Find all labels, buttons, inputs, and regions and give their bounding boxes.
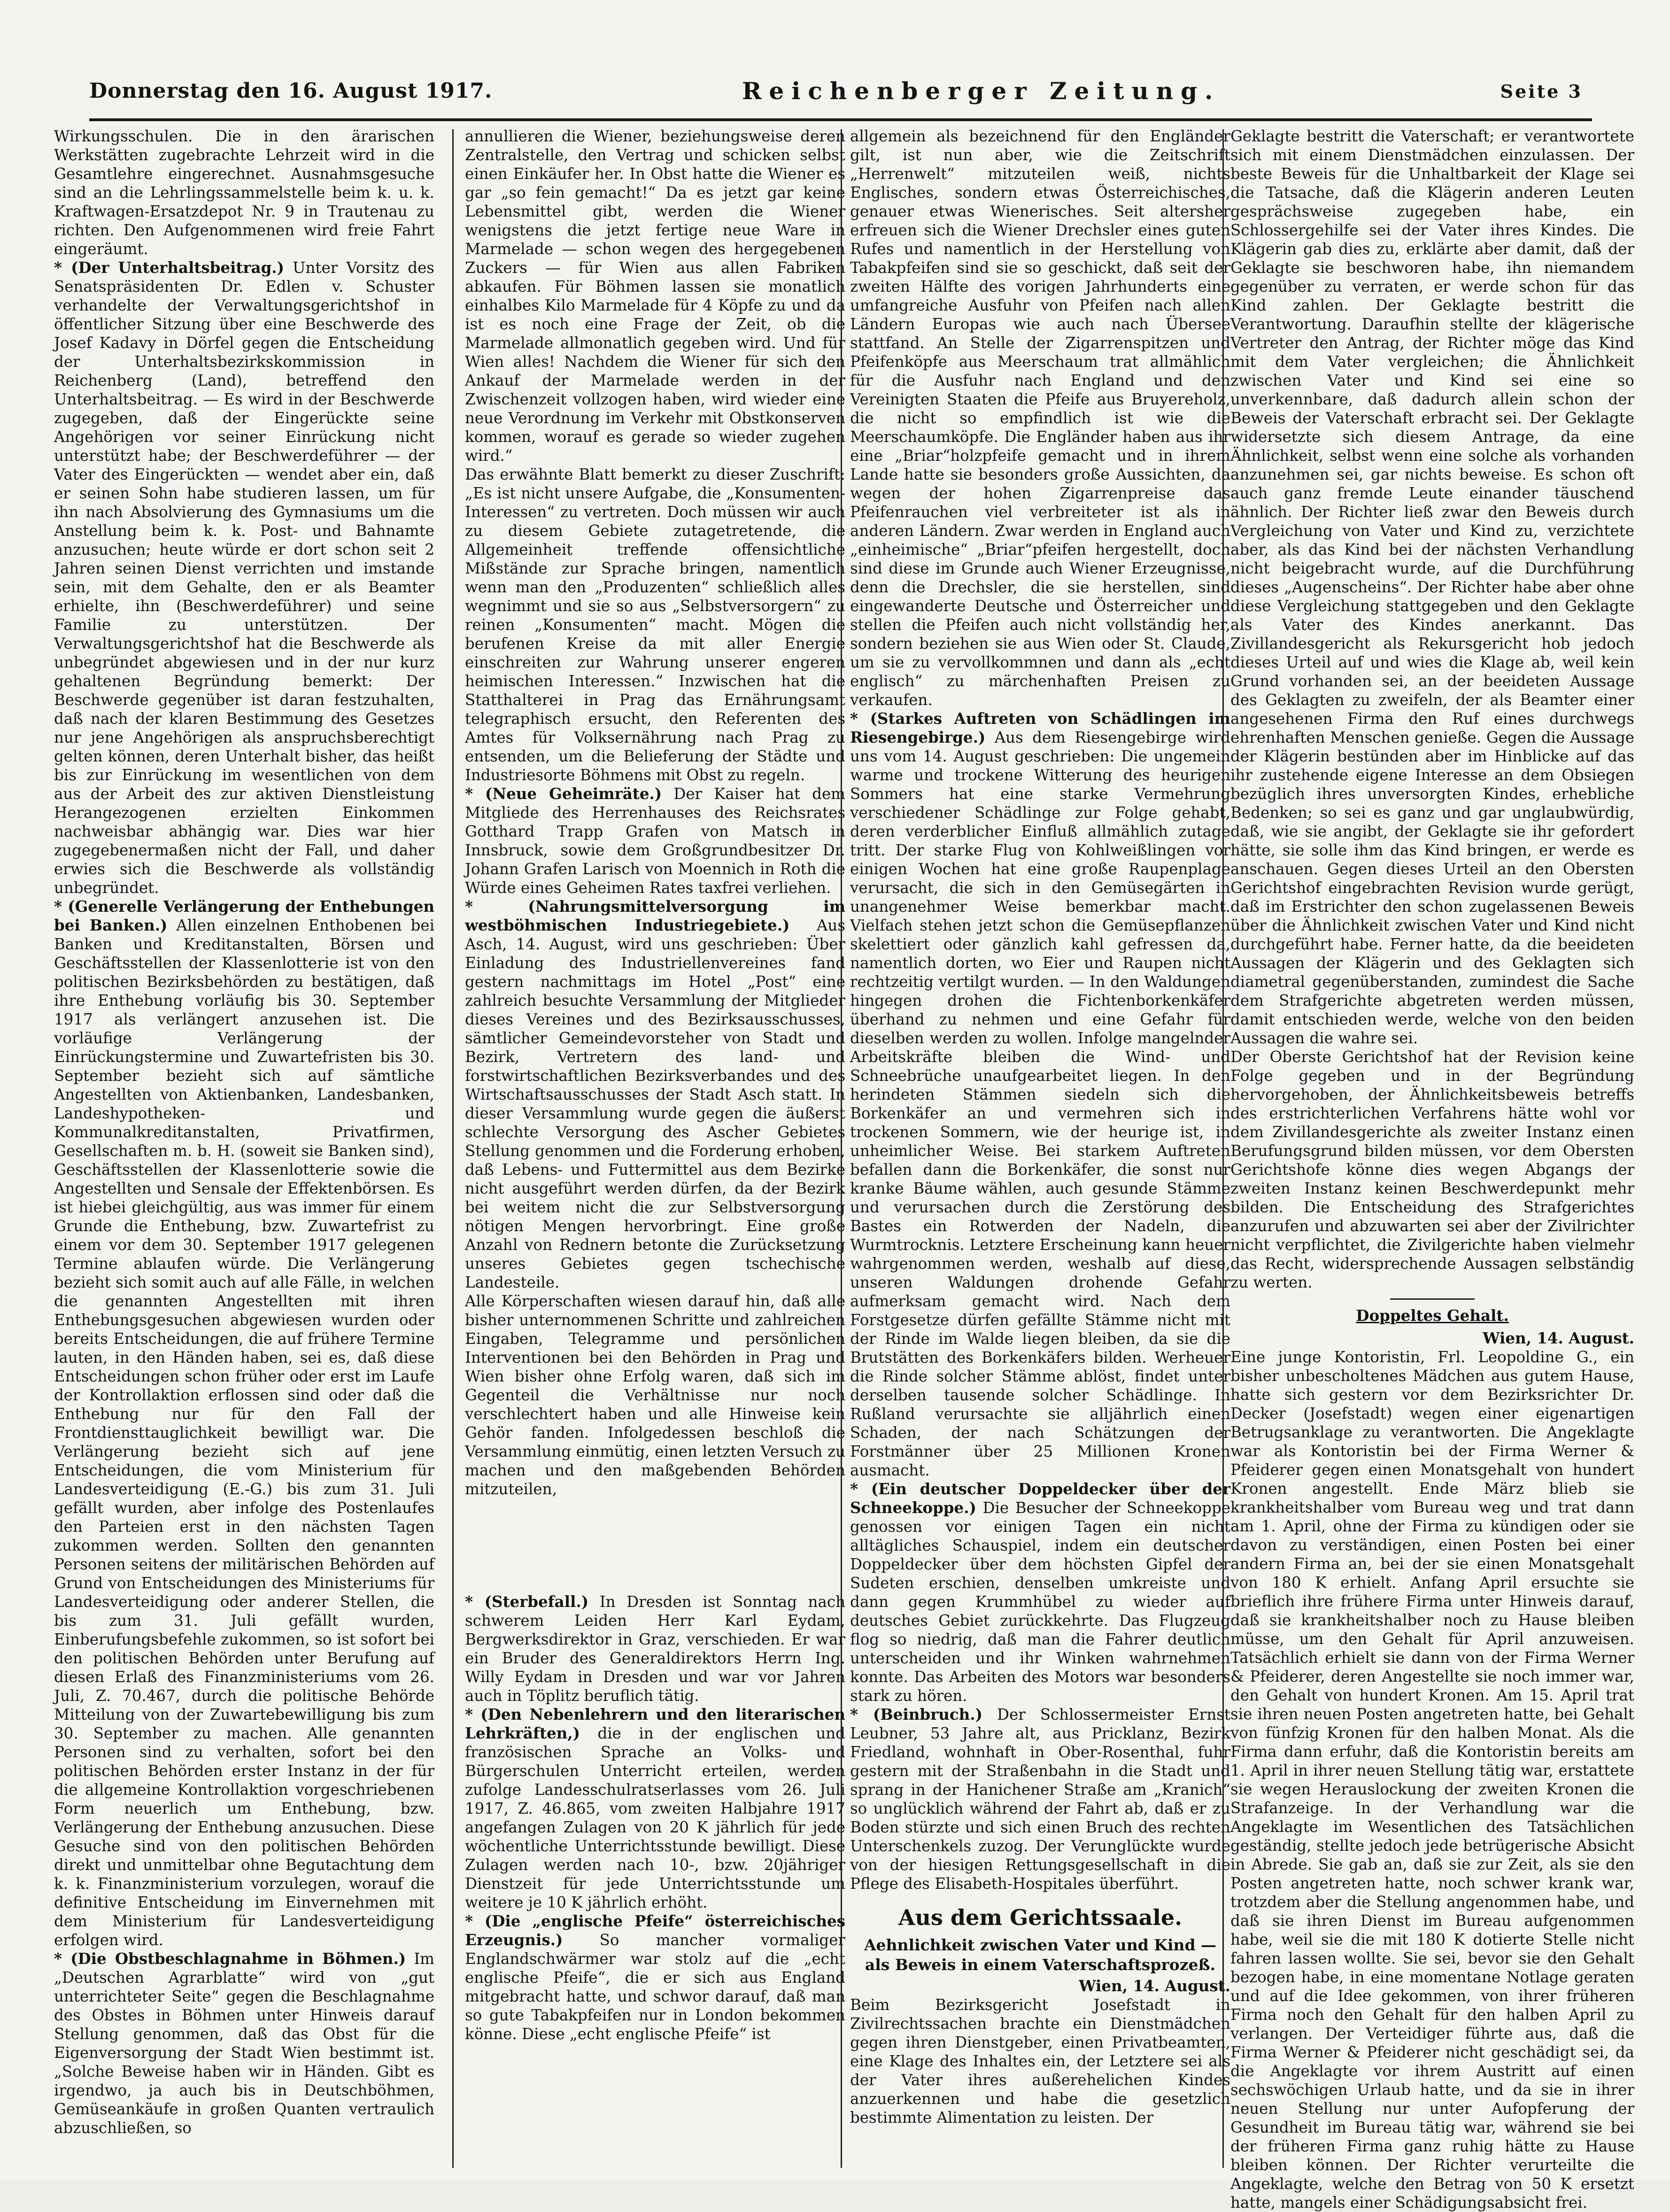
- article-heading: * (Neue Geheimräte.): [465, 784, 662, 803]
- article-englische-pfeife: [465, 1912, 845, 2043]
- page-header: [89, 70, 1583, 117]
- article-obstbeschlagnahme: [54, 1949, 434, 2137]
- article-heading: * (Ein deutscher Doppeldecker über der Schneekoppe.): [850, 1480, 1230, 1517]
- article-text: Alle Körperschaften wiesen darauf hin, daß alle bisher unternommenen Schritte und zahlreichen Eingaben, Telegramme und persönlichen Interventionen bei den Behörden in Prag und Wien bisher ohne Erfolg waren, daß sich im Gegenteil die Verhältnisse nur noch verschlechtert haben und alle Hinweise kein Gehör fanden. Infolgedessen beschloß die Versammlung einmütig, einen letzten Versuch zu machen und den maßgebenden Behörden mitzuteilen,: [465, 1292, 845, 1498]
- column-1: [54, 127, 434, 2165]
- article-heading: * (Die Obstbeschlagnahme in Böhmen.): [54, 1949, 406, 1968]
- separator-rule: [1390, 1298, 1475, 1300]
- article-body: Allen einzelnen Enthobenen bei Banken und Kreditanstalten, Börsen und Geschäftsstellen der Klassenlotterie ist von den politischen Bezirksbehörden zu bestätigen, daß ihre Enthebung vorläufig bis 30. September 1917 als verlängert anzusehen ist. Die vorläufige Verlängerung der Einrückungstermine und Zuwartefristen bis 30. September bezieht sich auf sämtliche Angestellten von Aktienbanken, Landesbanken, Landeshypotheken- und Kommunalkreditanstalten, Privatfirmen, Gesellschaften m. b. H. (soweit sie Banken sind), Geschäftsstellen der Klassenlotterie sowie die Angestellten und Sensale der Effektenbörsen. Es ist hiebei gleichgültig, aus was immer für einem Grunde die Enthebung, bzw. Zuwartefrist zu einem vor dem 30. September 1917 gelegenen Termine ablaufen würde. Die Verlängerung bezieht sich somit auch auf alle Fälle, in welchen die genannten Angestellten mit ihren Enthebungsgesuchen abgewiesen wurden oder bereits Entscheidungen, die auf frühere Termine lauten, in den Händen haben, sei es, daß diese Entscheidungen schon früher oder erst im Laufe der Kontrollaktion erflossen sind oder daß die Enthebung nur für den Fall der Frontdiensttauglichkeit bewilligt war. Die Verlängerung bezieht sich auf jene Entscheidungen, die vom Ministerium für Landesverteidigung (E.-G.) bis zum 31. Juli gefällt wurden, aber infolge des Postenlaufes den Parteien erst in den nächsten Tagen zukommen werden. Sollten den genannten Personen seitens der militärischen Behörden auf Grund von Entscheidungen des Ministeriums für Landesverteidigung oder anderer Stellen, die bis zum 31. Juli gefällt wurden, Einberufungsbefehle zukommen, so ist sofort bei den politischen Behörden unter Berufung auf diesen Erlaß des Finanzministeriums vom 26. Juli, Z. 70.467, durch die politische Behörde Mitteilung von der Zuwartebewilligung bis zum 30. September zu machen. Alle genannten Personen sind zu verhalten, sofort bei den politischen Behörden erster Instanz in der für die allgemeine Kontrollaktion vorgeschriebenen Form neuerlich um Enthebung, bzw. Verlängerung der Enthebung anzusuchen. Diese Gesuche sind von den politischen Behörden direkt und unmittelbar ohne Begutachtung dem k. k. Finanzministerium vorzulegen, worauf die definitive Entscheidung im Einvernehmen mit dem Ministerium für Landesverteidigung erfolgen wird.: [54, 916, 434, 1949]
- blank-space: [465, 1498, 845, 1592]
- dateline: Wien, 14. August.: [1483, 1329, 1634, 1347]
- article-text: Geklagte bestritt die Vaterschaft; er verantwortete sich mit einem Dienstmädchen einzulassen. Der beste Beweis für die Unhaltbarkeit der Klage sei die Tatsache, daß die Klägerin anderen Leuten gesprächsweise zugegeben habe, ein Schlossergehilfe sei der Vater ihres Kindes. Die Klägerin gab dies zu, erklärte aber damit, daß der Geklagte sie beschworen habe, ihn niemandem gegenüber zu verraten, er werde schon für das Kind zahlen. Der Geklagte bestritt die Verantwortung. Daraufhin stellte der klägerische Vertreter den Antrag, der Richter möge das Kind mit dem Vater vergleichen; die Ähnlichkeit zwischen Vater und Kind sei eine so unverkennbare, daß dadurch allein schon der Beweis der Vaterschaft erbracht sei. Der Geklagte widersetzte sich diesem Antrage, da eine Ähnlichkeit, selbst wenn eine solche als vorhanden anzunehmen sei, gar nichts beweise. Es schon oft auch ganz fremde Leute einander täuschend ähnlich. Der Richter ließ zwar den Beweis durch Vergleichung von Vater und Kind zu, verzichtete aber, als das Kind bei der nächsten Verhandlung nicht beigebracht wurde, auf die Durchführung dieses „Augenscheins“. Der Richter habe aber ohne diese Vergleichung stattgegeben und den Geklagte als Vater des Kindes anerkannt. Das Zivillandesgericht als Rekursgericht hob jedoch dieses Urteil auf und wies die Klage ab, weil kein Grund vorhanden sei, an der beeideten Aussage des Geklagten zu zweifeln, der als Beamter einer angesehenen Firma den Ruf eines durchwegs ehrenhaften Menschen genieße. Gegen die Aussage der Klägerin bestünden aber im Hinblicke auf das ihr zustehende eigene Interesse an dem Obsiegen bezüglich ihres unversorgten Kindes, erhebliche Bedenken; so sei es ganz und gar unglaubwürdig, daß, wie sie angibt, der Geklagte sie ihr gefordert hätte, sie solle ihm das Kind bringen, er werde es anschauen. Gegen dieses Urteil an den Obersten Gerichtshof eingebrachten Revision wurde gerügt, daß im Erstrichter den schon zugelassenen Beweis über die Ähnlichkeit zwischen Vater und Kind nicht durchgeführt habe. Ferner hatte, da die beeideten Aussagen der Klägerin und des Geklagten sich diametral gegenüberstanden, zumindest die Sache dem Strafgerichte abgetreten werden müssen, damit entschieden werde, welche von den beiden Aussagen die wahre sei.: [1230, 127, 1634, 1047]
- article-text: Der Oberste Gerichtshof hat der Revision keine Folge gegeben und in der Begründung hervorgehoben, der Ähnlichkeitsbeweis betreffs des erstrichterlichen Verfahrens hätte wohl vor dem Zivillandesgerichte als zweiter Instanz einen Berufungsgrund bilden müssen, vor dem Obersten Gerichtshofe könne dies wegen Abgangs der zweiten Instanz keinen Beschwerdepunkt mehr bilden. Die Entscheidung des Strafgerichtes anzurufen und abzuwarten sei aber der Zivilrichter nicht verpflichtet, die Zivilgerichte haben vielmehr das Recht, widersprechende Aussagen selbständig zu werten.: [1230, 1048, 1634, 1291]
- article-heading: * (Beinbruch.): [850, 1705, 982, 1723]
- article-heading: * (Generelle Verlängerung der Enthebungen bei Banken.): [54, 897, 434, 934]
- article-body: Die Besucher der Schneekoppe genossen vor einigen Tagen ein nicht alltägliches Schauspiel, indem ein deutscher Doppeldecker über dem höchsten Gipfel der Sudeten erschien, denselben umkreiste und dann gegen Krummhübel zu wieder auf deutsches Gebiet zurückkehrte. Das Flugzeug flog so niedrig, daß man die Fahrer deutlich unterscheiden und ihr Winken wahrnehmen konnte. Das Arbeiten des Motors war besonders stark zu hören.: [850, 1499, 1230, 1705]
- article-heading: * (Sterbefall.): [465, 1592, 589, 1611]
- article-text: Beim Bezirksgericht Josefstadt in Zivilrechtssachen brachte ein Dienstmädchen gegen ihren Dienstgeber, einen Privatbeamten, eine Klage des Inhaltes ein, der Letztere sei als der Vater ihres außerehelichen Kindes anzuerkennen und habe die gesetzlich bestimmte Alimentation zu leisten. Der: [850, 1996, 1230, 2127]
- column-divider: [452, 129, 454, 2168]
- article-text: Eine junge Kontoristin, Frl. Leopoldine G., ein bisher unbescholtenes Mädchen aus gutem Hause, hatte sich gestern vor dem Bezirksrichter Dr. Decker (Josefstadt) wegen einer eigenartigen Betrugsanklage zu verantworten. Die Angeklagte war als Kontoristin bei der Firma Werner & Pfeiderer gegen einen Monatsgehalt von hundert Kronen angestellt. Ende März blieb sie krankheitshalber vom Bureau weg und trat dann am 1. April, ohne der Firma zu kündigen oder sie davon zu verständigen, einen Posten bei einer andern Firma an, bei der sie einen Monatsgehalt von 180 K erhielt. Anfang April ersuchte sie brieflich ihre frühere Firma unter Hinweis darauf, daß sie krankheitshalber noch zu Hause bleiben müsse, um den Gehalt für April anzuweisen. Tatsächlich erhielt sie dann von der Firma Werner & Pfeiderer, deren Angestellte sie noch immer war, den Gehalt von hundert Kronen. Am 15. April trat sie ihren neuen Posten angetreten hatte, bei Gehalt von fünfzig Kronen für den halben Monat. Als die Firma dann erfuhr, daß die Kontoristin bereits am 1. April in ihrer neuen Stellung tätig war, erstattete sie wegen Herauslockung der zweiten Kronen die Strafanzeige. In der Verhandlung war die Angeklagte im Wesentlichen des Tatsächlichen geständig, stellte jedoch jede betrügerische Absicht in Abrede. Sie gab an, daß sie zur Zeit, als sie den Posten angetreten hatte, noch schwer krank war, trotzdem aber die Stellung angenommen habe, und daß sie ihren Dienst im Bureau aufgenommen habe, weil sie die mit 180 K dotierte Stelle nicht fahren lassen wollte. Sie sei, bevor sie den Gehalt bezogen habe, in eine momentane Notlage geraten und auf die Idee gekommen, von ihrer früheren Firma noch den Gehalt für den halben April zu verlangen. Der Verteidiger führte aus, daß die Firma Werner & Pfeiderer nicht geschädigt sei, da die Angeklagte vor ihrem Austritt auf einen sechswöchigen Urlaub hatte, und da sie in ihrer neuen Stellung nur unter Aufopferung der Gesundheit im Bureau tätig war, während sie bei der früheren Firma ganz ruhig hätte zu Hause bleiben können. Der Richter verurteilte die Angeklagte, welche den Betrag von 50 K ersetzt hatte, mangels einer Schädigungsabsicht frei.: [1230, 1348, 1634, 2212]
- article-nebenlehrer: [465, 1705, 845, 1912]
- section-title: Aus dem Gerichtssaale.: [898, 1905, 1183, 1930]
- article-nahrungsmittel: [465, 897, 845, 1292]
- column-2: [465, 127, 845, 2165]
- article-body: So mancher vormaliger Englandschwärmer war stolz auf die „echt englische Pfeife“, die er sich aus England mitgebracht hatte, und schwor darauf, daß man so gute Tabakpfeifen nur in London bekommen könne. Diese „echt englische Pfeife“ ist: [465, 1931, 845, 2043]
- article-body: die in der englischen und französischen Sprache an Volks- und Bürgerschulen Unterricht erteilen, werden zufolge Landesschulratserlasses vom 26. Juli 1917, Z. 46.865, vom zweiten Halbjahre 1917 angefangen Zulagen von 20 K jährlich für jede wöchentliche Unterrichtsstunde bewilligt. Diese Zulagen werden nach 10-, bzw. 20jähriger Dienstzeit für jede Unterrichtsstunde um weitere je 10 K jährlich erhöht.: [465, 1724, 845, 1911]
- article-text: annullieren die Wiener, beziehungsweise deren Zentralstelle, den Vertrag und schicken selbst einen Einkäufer her. In Obst hatte die Wiener es gar „so fein gemacht!“ Da es jetzt gar keine Lebensmittel gibt, werden die Wiener wenigstens die jetzt fertige neue Ware in Marmelade — schon wegen des hergegebenen Zuckers — für Wien aus allen Fabriken abkaufen. Für Böhmen lassen sie monatlich einhalbes Kilo Marmelade für 4 Köpfe zu und da ist es noch eine Frage der Zeit, ob die Marmelade allmonatlich gegeben wird. Und für Wien alles! Nachdem die Wiener für sich den Ankauf der Marmelade werden in der Zwischenzeit vollzogen haben, wird wieder eine neue Verordnung im Verkehr mit Obstkonserven kommen, worauf es gerade so wieder zugehen wird.“: [465, 127, 845, 465]
- article-enthebungen: [54, 897, 434, 1949]
- article-sterbefall: [465, 1592, 845, 1705]
- article-heading: * (Den Nebenlehrern und den literarischen Lehrkräften,): [465, 1705, 845, 1742]
- article-body: Im „Deutschen Agrarblatte“ wird von „gut unterrichteter Seite“ gegen die Beschlagnahme des Obstes in Böhmen unter Hinweis darauf Stellung genommen, daß das Obst für die Eigenversorgung der Stadt Wien bestimmt ist. „Solche Beweise haben wir in Händen. Gibt es irgendwo, ja auch bis in Deutschböhmen, Gemüseankäufe in großen Quanten vertraulich abzuschließen, so: [54, 1950, 434, 2137]
- page-number: Seite 3: [1500, 81, 1583, 102]
- article-title: Doppeltes Gehalt.: [1356, 1306, 1509, 1325]
- article-heading: * (Nahrungsmittelversorgung im westböhmischen Industriegebiete.): [465, 897, 845, 934]
- article-body: Unter Vorsitz des Senatspräsidenten Dr. Edlen v. Schuster verhandelte der Verwaltungsgerichtshof in öffentlicher Sitzung über eine Beschwerde des Josef Kadavy in Dörfel gegen die Entscheidung der Unterhaltsbezirkskommission in Reichenberg (Land), betreffend den Unterhaltsbeitrag. — Es wird in der Beschwerde zugegeben, daß der Eingerückte seine Angehörigen vor seiner Einrückung nicht unterstützt habe; der Beschwerdeführer — der Vater des Eingerückten — wendet aber ein, daß er seinen Sohn habe studieren lassen, um für ihn nach Absolvierung des Gymnasiums um die Anstellung beim k. k. Post- und Bahnamte anzusuchen; heute würde er dort schon seit 2 Jahren seinen Dienst verrichten und imstande sein, mit dem Gehalte, den er als Beamter erhielte, ihn (Beschwerdeführer) und seine Familie zu unterstützen. Der Verwaltungsgerichtshof hat die Beschwerde als unbegründet abgewiesen und in der nur kurz gehaltenen Begründung bemerkt: Der Beschwerde gegenüber ist daran festzuhalten, daß nach der klaren Bestimmung des Gesetzes nur jene Angehörigen als anspruchsberechtigt gelten können, deren Unterhalt bisher, das heißt bis zur Einrückung im wesentlichen von dem aus der Arbeit des zur aktiven Dienstleistung Herangezogenen erzielten Einkommen nachweisbar abhängig war. Dies war hier zugegebenermaßen nicht der Fall, und daher erwies sich die Beschwerde als vollständig unbegründet.: [54, 259, 434, 897]
- article-text: allgemein als bezeichnend für den Engländer gilt, ist nun aber, wie die Zeitschrift „Herrenwelt“ mitzuteilen weiß, nichts Englisches, sondern etwas Österreichisches, genauer etwas Wienerisches. Seit altersher erfreuen sich die Wiener Drechsler eines guten Rufes und namentlich in der Herstellung von Tabakpfeifen sind sie so geschickt, daß seit der zweiten Hälfte des vorigen Jahrhunderts eine umfangreiche Ausfuhr von Pfeifen nach allen Ländern Europas wie auch nach Übersee stattfand. An Stelle der Zigarrenspitzen und Pfeifenköpfe aus Meerschaum trat allmählich für die Ausfuhr nach England und den Vereinigten Staaten die Pfeife aus Bruyereholz, die nicht so empfindlich ist wie die Meerschaumköpfe. Die Engländer haben aus ihr eine „Briar“holzpfeife gemacht und in ihrem Lande hatte sie besonders große Aussichten, da wegen der hohen Zigarrenpreise das Pfeifenrauchen viel verbreiteter ist als in anderen Ländern. Zwar werden in England auch „einheimische“ „Briar“pfeifen hergestellt, doch sind diese im Grunde auch Wiener Erzeugnisse, denn die Drechsler, die sie herstellen, sind eingewanderte Deutsche und Österreicher und stellen die Pfeifen auch nicht vollständig her, sondern beziehen sie aus Wien oder St. Claude, um sie zu vervollkommnen und dann als „echt englisch“ zu märchenhaften Preisen zu verkaufen.: [850, 127, 1230, 709]
- article-text: Wirkungsschulen. Die in den ärarischen Werkstätten zugebrachte Lehrzeit wird in die Gesamtlehre eingerechnet. Ausnahmsgesuche sind an die Lehrlingssammelstelle beim k. u. k. Kraftwagen-Ersatzdepot Nr. 9 in Trautenau zu richten. Den Aufgenommenen wird freie Fahrt eingeräumt.: [54, 127, 434, 258]
- article-text: Das erwähnte Blatt bemerkt zu dieser Zuschrift: „Es ist nicht unsere Aufgabe, die „Konsumenten-Interessen“ zu vertreten. Doch müssen wir auch zu diesem Gebiete zutagetretende, die Allgemeinheit treffende offensichtliche Mißstände zur Sprache bringen, namentlich wenn man den „Produzenten“ schließlich alles wegnimmt und sie so aus „Selbstversorgern“ zu reinen „Konsumenten“ macht. Mögen die berufenen Kreise da mit aller Energie einschreiten zur Wahrung unserer engeren heimischen Interessen.“ Inzwischen hat die Statthalterei in Prag das Ernährungsamt telegraphisch ersucht, den Referenten des Amtes für Volksernährung nach Prag zu entsenden, um die Belieferung der Städte und Industriesorte Böhmens mit Obst zu regeln.: [465, 466, 845, 784]
- column-4: [1230, 127, 1634, 2212]
- article-doppeldecker: [850, 1480, 1230, 1705]
- article-schaedlinge: [850, 709, 1230, 1480]
- article-body: In Dresden ist Sonntag nach schwerem Leiden Herr Karl Eydam, Bergwerksdirektor in Graz, verschieden. Er war ein Bruder des Generaldirektors Herrn Ing. Willy Eydam in Dresden und war vor Jahren auch in Töplitz beruflich tätig.: [465, 1593, 845, 1705]
- article-geheimraete: [465, 784, 845, 897]
- article-heading: * (Starkes Auftreten von Schädlingen im Riesengebirge.): [850, 709, 1230, 746]
- column-3: [850, 127, 1230, 2165]
- article-heading: * (Der Unterhaltsbeitrag.): [54, 258, 284, 277]
- header-rule: [89, 118, 1592, 121]
- article-body: Der Schlossermeister Ernst Leubner, 53 Jahre alt, aus Pricklanz, Bezirk Friedland, wohnhaft in Ober-Rosenthal, fuhr gestern mit der Straßenbahn in die Stadt und sprang in der Hanichener Straße am „Kranich“ so unglücklich während der Fahrt ab, daß er zu Boden stürzte und sich einen Bruch des rechten Unterschenkels zuzog. Der Verunglückte wurde von der hiesigen Rettungsgesellschaft in die Pflege des Elisabeth-Hospitales überführt.: [850, 1706, 1230, 1893]
- article-body: Aus dem Riesengebirge wird uns vom 14. August geschrieben: Die ungemein warme und trockene Witterung des heurigen Sommers hat eine starke Vermehrung verschiedener Schädlinge zur Folge gehabt, deren verderblicher Einfluß allmählich zutage tritt. Der starke Flug von Kohlweißlingen vor einigen Wochen hat eine große Raupenplage verursacht, die sich in den Gemüsegärten in unangenehmer Weise bemerkbar macht. Vielfach stehen jetzt schon die Gemüsepflanzen skelettiert oder gänzlich kahl gefressen da, namentlich dorten, wo Eier und Raupen nicht rechtzeitig vertilgt wurden. — In den Waldungen hingegen drohen die Fichtenborkenkäfer überhand zu nehmen und eine Gefahr für dieselben werden zu wollen. Infolge mangelnder Arbeitskräfte bleiben die Wind- und Schneebrüche unaufgearbeitet liegen. In den herindeten Stämmen siedeln sich die Borkenkäfer an und vermehren sich in trockenen Sommern, wie der heurige ist, in unheimlicher Weise. Bei starkem Auftreten befallen dann die Borkenkäfer, die sonst nur kranke Bäume wählen, auch gesunde Stämme und verursachen durch die Zerstörung des Bastes ein Rotwerden der Nadeln, die Wurmtrocknis. Letztere Erscheinung kann heuer wahrgenommen werden, weshalb auf diese, unseren Waldungen drohende Gefahr aufmerksam gemacht wird. Nach dem Forstgesetze dürfen gefällte Stämme nicht mit der Rinde im Walde liegen bleiben, da sie die Brutstätten des Borkenkäfers bilden. Werheuer die Rinde solcher Stämme ablöst, findet unter derselben tausende solcher Schädlinge. In Rußland verursachte sie alljährlich einen Schaden, der nach Schätzungen der Forstmänner über 25 Millionen Kronen ausmacht.: [850, 729, 1230, 1479]
- masthead-title: Reichenberger Zeitung.: [742, 77, 1221, 105]
- article-body: Aus Asch, 14. August, wird uns geschrieben: Über Einladung des Industriellenvereines fand gestern nachmittags im Hotel „Post“ eine zahlreich besuchte Versammlung der Mitglieder dieses Vereines und des Bezirksausschusses, sämtlicher Gemeindevorsteher von Stadt und Bezirk, Vertretern des land- und forstwirtschaftlichen Bezirksverbandes und des Wirtschaftsausschusses der Stadt Asch statt. In dieser Versammlung wurde gegen die äußerst schlechte Versorgung des Ascher Gebietes Stellung genommen und die Forderung erhoben, daß Lebens- und Futtermittel aus dem Bezirke nicht ausgeführt werden dürfen, da der Bezirk bei weitem nicht die zur Selbstversorgung nötigen Mengen hervorbringt. Eine große Anzahl von Rednern betonte die Zurücksetzung unseres Gebietes gegen tschechische Landesteile.: [465, 916, 845, 1291]
- article-beinbruch: [850, 1705, 1230, 1893]
- dateline: Wien, 14. August.: [1079, 1977, 1230, 1995]
- article-heading: * (Die „englische Pfeife“ österreichisches Erzeugnis.): [465, 1912, 845, 1949]
- article-subheading: Aehnlichkeit zwischen Vater und Kind — als Beweis in einem Vaterschaftsprozeß.: [864, 1936, 1217, 1974]
- issue-date: Donnerstag den 16. August 1917.: [89, 79, 493, 103]
- article-unterhaltsbeitrag: [54, 258, 434, 897]
- article-body: Der Kaiser hat dem Mitgliede des Herrenhauses des Reichsrates Gotthard Trapp Grafen von Matsch in Innsbruck, sowie dem Großgrundbesitzer Dr. Johann Grafen Larisch von Moennich in Roth die Würde eines Geheimen Rates taxfrei verliehen.: [465, 785, 845, 897]
